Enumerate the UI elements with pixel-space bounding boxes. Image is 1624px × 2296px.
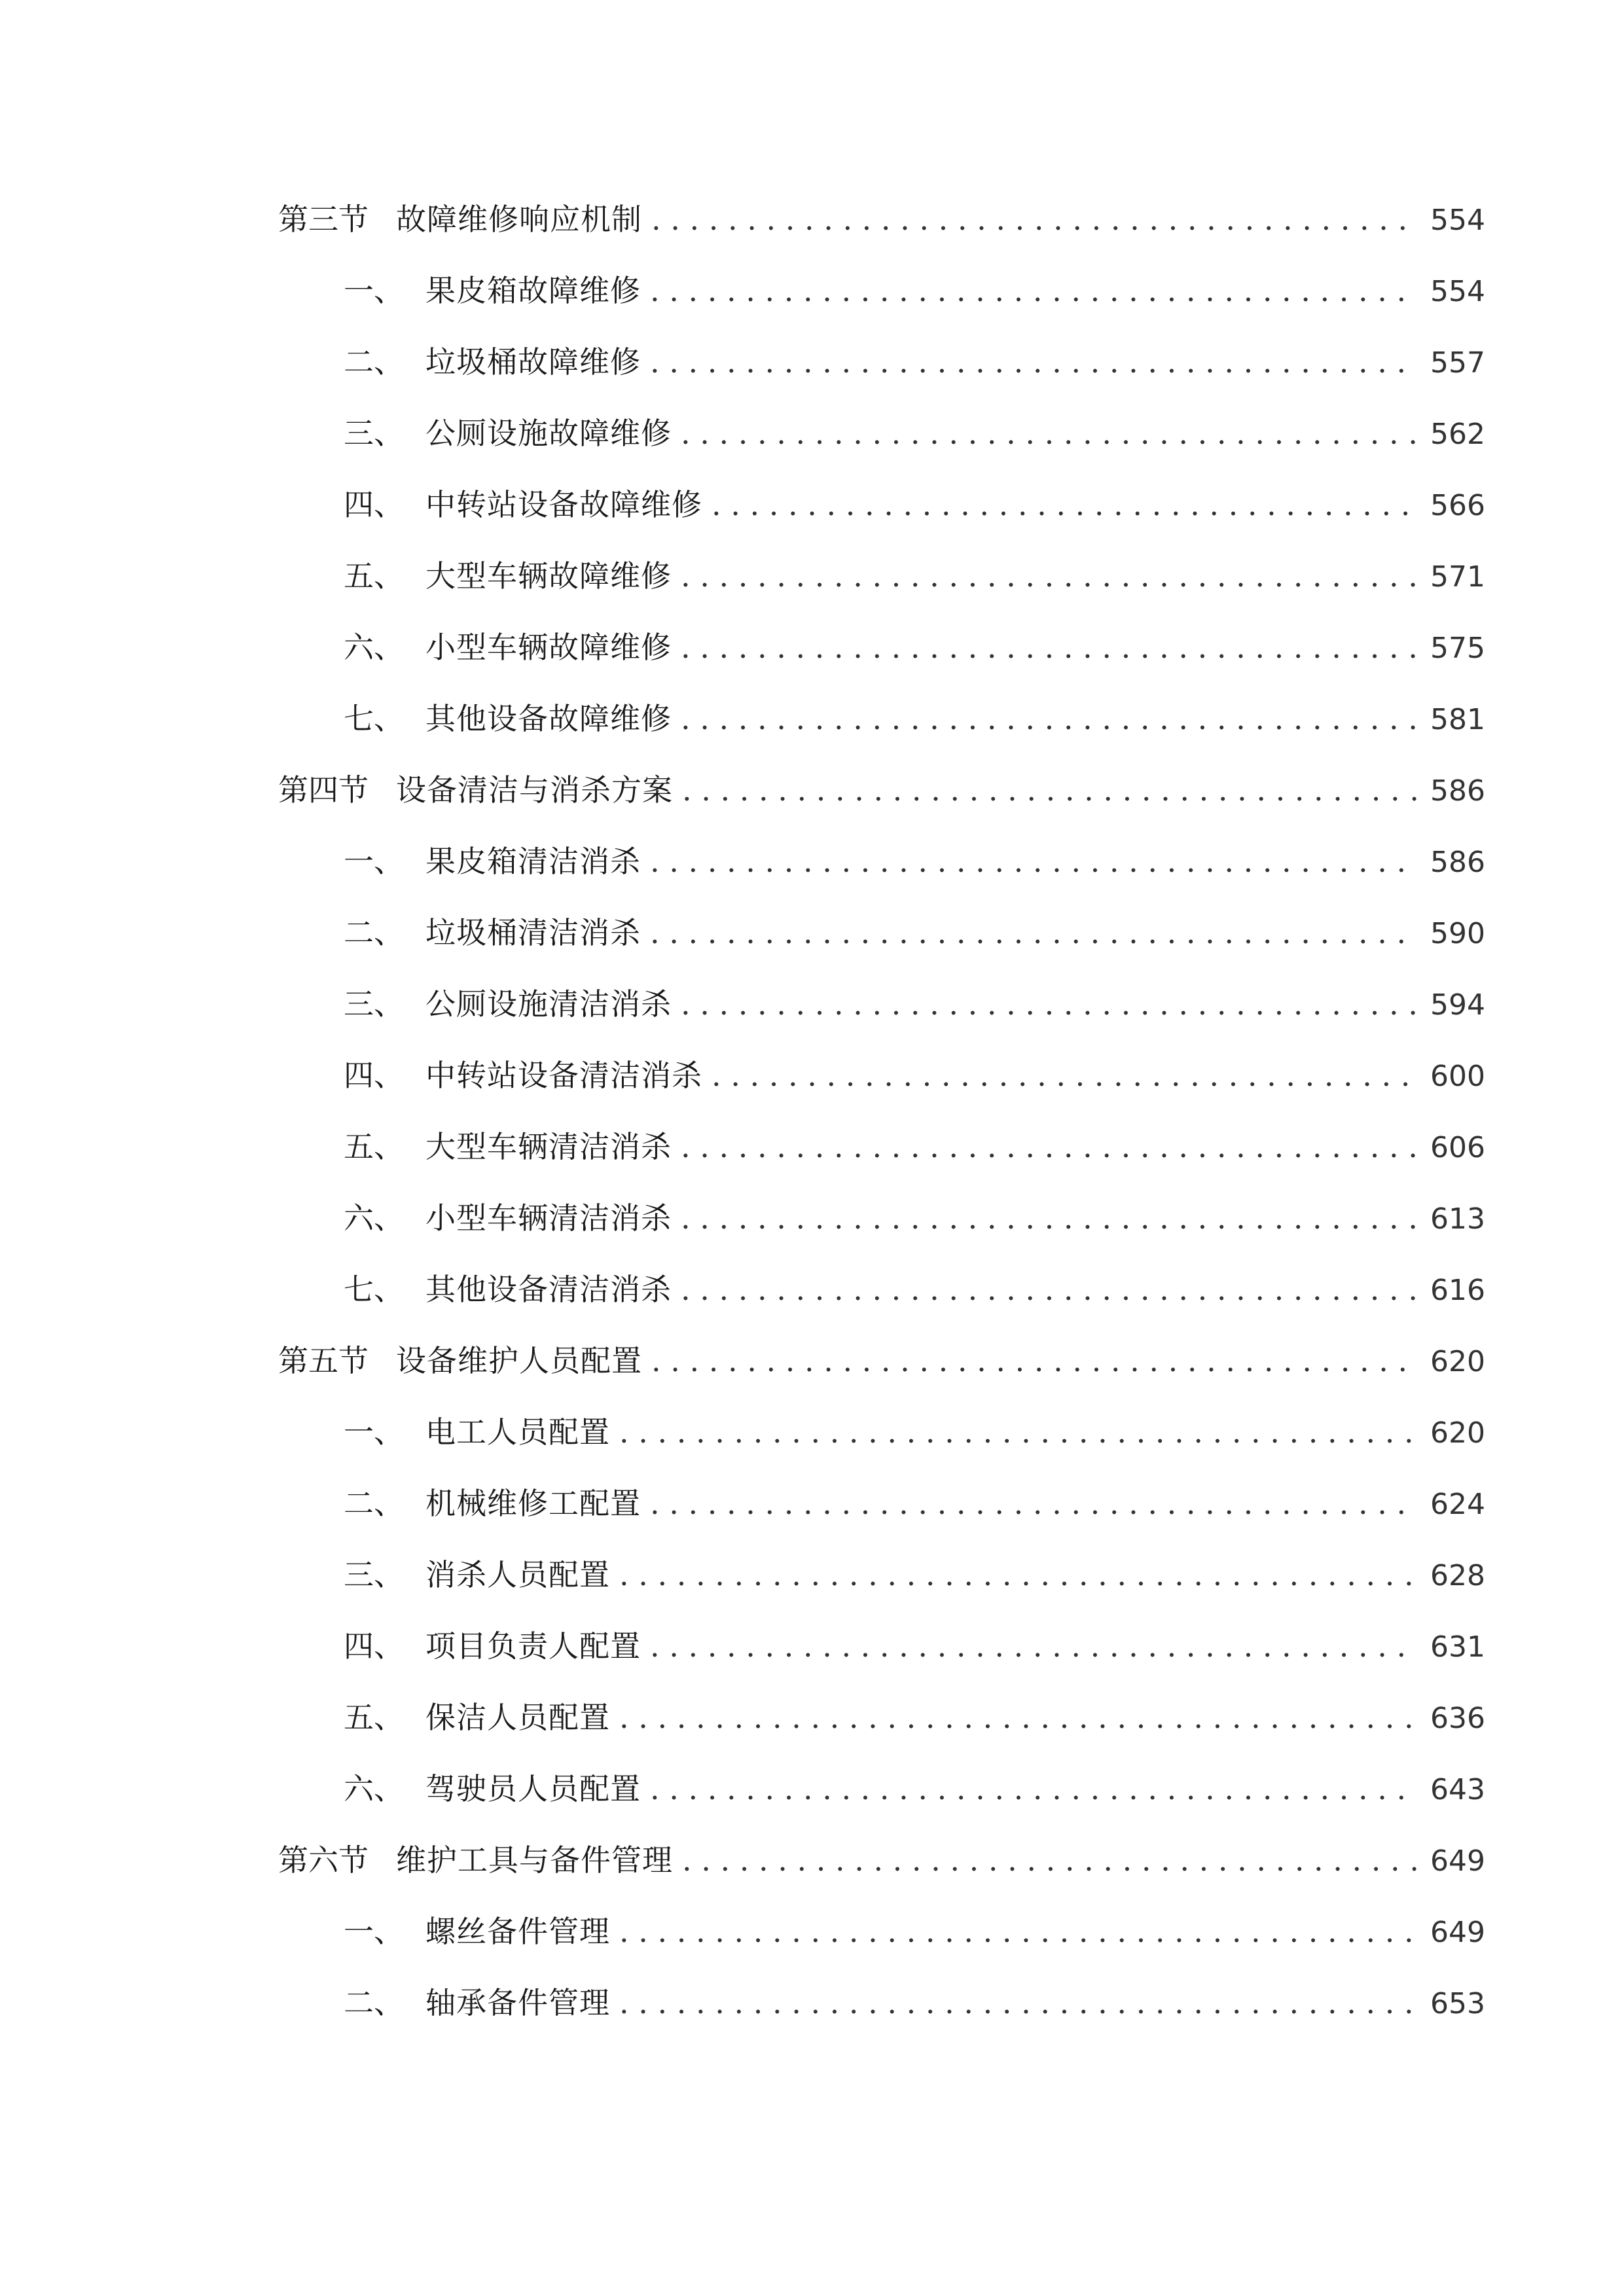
toc-dot-leader bbox=[712, 1049, 1418, 1102]
toc-page-number: 562 bbox=[1430, 418, 1485, 451]
toc-title: 机械维修工配置 bbox=[425, 1486, 641, 1521]
toc-page-number: 581 bbox=[1430, 703, 1485, 736]
toc-dot-leader bbox=[650, 1620, 1418, 1672]
toc-page-number: 594 bbox=[1430, 988, 1485, 1022]
toc-title: 小型车辆故障维修 bbox=[425, 630, 672, 665]
toc-page-number: 566 bbox=[1430, 489, 1485, 522]
toc-page-number: 649 bbox=[1430, 1916, 1485, 1949]
toc-row-section-6[interactable] bbox=[278, 1834, 1485, 1886]
toc-title: 中转站设备清洁消杀 bbox=[425, 1058, 702, 1093]
toc-row-item[interactable] bbox=[344, 692, 1485, 745]
toc-number: 第四节 bbox=[278, 772, 369, 808]
toc-dot-leader bbox=[650, 336, 1418, 388]
toc-row-section-5[interactable] bbox=[278, 1335, 1485, 1387]
toc-title: 其他设备清洁消杀 bbox=[425, 1272, 672, 1307]
toc-row-item[interactable] bbox=[344, 478, 1485, 531]
toc-number: 三、 bbox=[344, 986, 404, 1022]
toc-row-section-4[interactable] bbox=[278, 764, 1485, 816]
toc-row-item[interactable] bbox=[344, 1905, 1485, 1958]
toc-dot-leader bbox=[651, 1335, 1418, 1387]
toc-dot-leader bbox=[681, 1192, 1418, 1244]
toc-number: 二、 bbox=[344, 1486, 404, 1521]
toc-page-number: 586 bbox=[1430, 774, 1485, 808]
toc-row-item[interactable] bbox=[344, 1477, 1485, 1530]
toc-dot-leader bbox=[682, 764, 1418, 816]
toc-page-number: 643 bbox=[1430, 1773, 1485, 1806]
toc-row-item[interactable] bbox=[344, 1121, 1485, 1173]
toc-page-number: 600 bbox=[1430, 1060, 1485, 1093]
toc-page-number: 606 bbox=[1430, 1131, 1485, 1164]
toc-number: 四、 bbox=[344, 1628, 404, 1664]
toc-dot-leader bbox=[619, 1691, 1418, 1744]
toc-page-number: 590 bbox=[1430, 917, 1485, 950]
toc-number: 一、 bbox=[344, 273, 404, 308]
toc-row-item[interactable] bbox=[344, 621, 1485, 673]
toc-title: 小型车辆清洁消杀 bbox=[425, 1200, 672, 1236]
toc-row-item[interactable] bbox=[344, 978, 1485, 1030]
toc-dot-leader bbox=[681, 692, 1418, 745]
toc-number: 二、 bbox=[344, 344, 404, 380]
toc-number: 四、 bbox=[344, 1058, 404, 1093]
toc-title: 垃圾桶清洁消杀 bbox=[425, 915, 641, 950]
toc-dot-leader bbox=[681, 407, 1418, 459]
toc-row-item[interactable] bbox=[344, 1049, 1485, 1102]
toc-title: 维护工具与备件管理 bbox=[396, 1842, 673, 1878]
toc-title: 果皮箱故障维修 bbox=[425, 273, 641, 308]
toc-row-item[interactable] bbox=[344, 1263, 1485, 1316]
toc-number: 一、 bbox=[344, 844, 404, 879]
toc-title: 电工人员配置 bbox=[425, 1414, 610, 1450]
toc-dot-leader bbox=[651, 193, 1418, 245]
toc-row-item[interactable] bbox=[344, 1406, 1485, 1458]
toc-title: 中转站设备故障维修 bbox=[425, 487, 702, 522]
toc-dot-leader bbox=[682, 1834, 1418, 1886]
toc-title: 公厕设施清洁消杀 bbox=[425, 986, 672, 1022]
toc-title: 轴承备件管理 bbox=[425, 1985, 610, 2020]
toc-row-item[interactable] bbox=[344, 1549, 1485, 1601]
toc-row-item[interactable] bbox=[344, 336, 1485, 388]
toc-row-item[interactable] bbox=[344, 1192, 1485, 1244]
toc-number: 第五节 bbox=[278, 1343, 369, 1378]
toc-row-item[interactable] bbox=[344, 835, 1485, 888]
toc-title: 果皮箱清洁消杀 bbox=[425, 844, 641, 879]
toc-title: 设备清洁与消杀方案 bbox=[396, 772, 673, 808]
toc-number: 五、 bbox=[344, 1700, 404, 1735]
toc-number: 七、 bbox=[344, 701, 404, 736]
toc-dot-leader bbox=[681, 621, 1418, 673]
toc-number: 七、 bbox=[344, 1272, 404, 1307]
toc-dot-leader bbox=[681, 1121, 1418, 1173]
toc-title: 公厕设施故障维修 bbox=[425, 416, 672, 451]
toc-number: 三、 bbox=[344, 416, 404, 451]
toc-title: 项目负责人配置 bbox=[425, 1628, 641, 1664]
toc-number: 三、 bbox=[344, 1557, 404, 1592]
toc-title: 驾驶员人员配置 bbox=[425, 1771, 641, 1806]
toc-dot-leader bbox=[650, 906, 1418, 959]
toc-row-item[interactable] bbox=[344, 264, 1485, 317]
toc-page-number: 631 bbox=[1430, 1630, 1485, 1664]
toc-page-number: 649 bbox=[1430, 1844, 1485, 1878]
toc-page-number: 554 bbox=[1430, 275, 1485, 308]
toc-page-number: 624 bbox=[1430, 1488, 1485, 1521]
toc-page-number: 636 bbox=[1430, 1702, 1485, 1735]
toc-page-number: 616 bbox=[1430, 1274, 1485, 1307]
toc-title: 其他设备故障维修 bbox=[425, 701, 672, 736]
toc-number: 五、 bbox=[344, 1129, 404, 1164]
toc-dot-leader bbox=[650, 1763, 1418, 1815]
toc-dot-leader bbox=[650, 264, 1418, 317]
toc-page-number: 628 bbox=[1430, 1559, 1485, 1592]
toc-page-number: 620 bbox=[1430, 1345, 1485, 1378]
toc-row-item[interactable] bbox=[344, 407, 1485, 459]
toc-number: 一、 bbox=[344, 1414, 404, 1450]
toc-dot-leader bbox=[681, 978, 1418, 1030]
toc-number: 六、 bbox=[344, 1200, 404, 1236]
toc-number: 六、 bbox=[344, 630, 404, 665]
toc-dot-leader bbox=[619, 1905, 1418, 1958]
toc-number: 二、 bbox=[344, 915, 404, 950]
toc-number: 第三节 bbox=[278, 202, 369, 237]
toc-number: 六、 bbox=[344, 1771, 404, 1806]
toc-number: 第六节 bbox=[278, 1842, 369, 1878]
toc-dot-leader bbox=[619, 1977, 1418, 2029]
toc-dot-leader bbox=[619, 1549, 1418, 1601]
toc-row-item[interactable] bbox=[344, 1977, 1485, 2029]
toc-number: 一、 bbox=[344, 1914, 404, 1949]
toc-title: 消杀人员配置 bbox=[425, 1557, 610, 1592]
toc-dot-leader bbox=[712, 478, 1418, 531]
toc-dot-leader bbox=[681, 550, 1418, 602]
toc-page-number: 557 bbox=[1430, 346, 1485, 380]
toc-dot-leader bbox=[650, 835, 1418, 888]
toc-page-number: 571 bbox=[1430, 560, 1485, 594]
toc-number: 四、 bbox=[344, 487, 404, 522]
toc-row-item[interactable] bbox=[344, 550, 1485, 602]
toc-title: 螺丝备件管理 bbox=[425, 1914, 610, 1949]
toc-title: 设备维护人员配置 bbox=[396, 1343, 642, 1378]
toc-title: 垃圾桶故障维修 bbox=[425, 344, 641, 380]
toc-page-number: 586 bbox=[1430, 846, 1485, 879]
toc-dot-leader bbox=[681, 1263, 1418, 1316]
toc-number: 二、 bbox=[344, 1985, 404, 2020]
toc-title: 故障维修响应机制 bbox=[396, 202, 642, 237]
toc-row-item[interactable] bbox=[344, 1620, 1485, 1672]
toc-row-section-3[interactable] bbox=[278, 193, 1485, 245]
toc-page-number: 620 bbox=[1430, 1416, 1485, 1450]
toc-page-number: 613 bbox=[1430, 1202, 1485, 1236]
toc-title: 大型车辆清洁消杀 bbox=[425, 1129, 672, 1164]
toc-title: 大型车辆故障维修 bbox=[425, 558, 672, 594]
toc-number: 五、 bbox=[344, 558, 404, 594]
toc-page-number: 575 bbox=[1430, 632, 1485, 665]
toc-row-item[interactable] bbox=[344, 1691, 1485, 1744]
toc-row-item[interactable] bbox=[344, 1763, 1485, 1815]
toc-row-item[interactable] bbox=[344, 906, 1485, 959]
toc-dot-leader bbox=[650, 1477, 1418, 1530]
toc-page-number: 653 bbox=[1430, 1987, 1485, 2020]
toc-dot-leader bbox=[619, 1406, 1418, 1458]
toc-page-number: 554 bbox=[1430, 204, 1485, 237]
toc-title: 保洁人员配置 bbox=[425, 1700, 610, 1735]
